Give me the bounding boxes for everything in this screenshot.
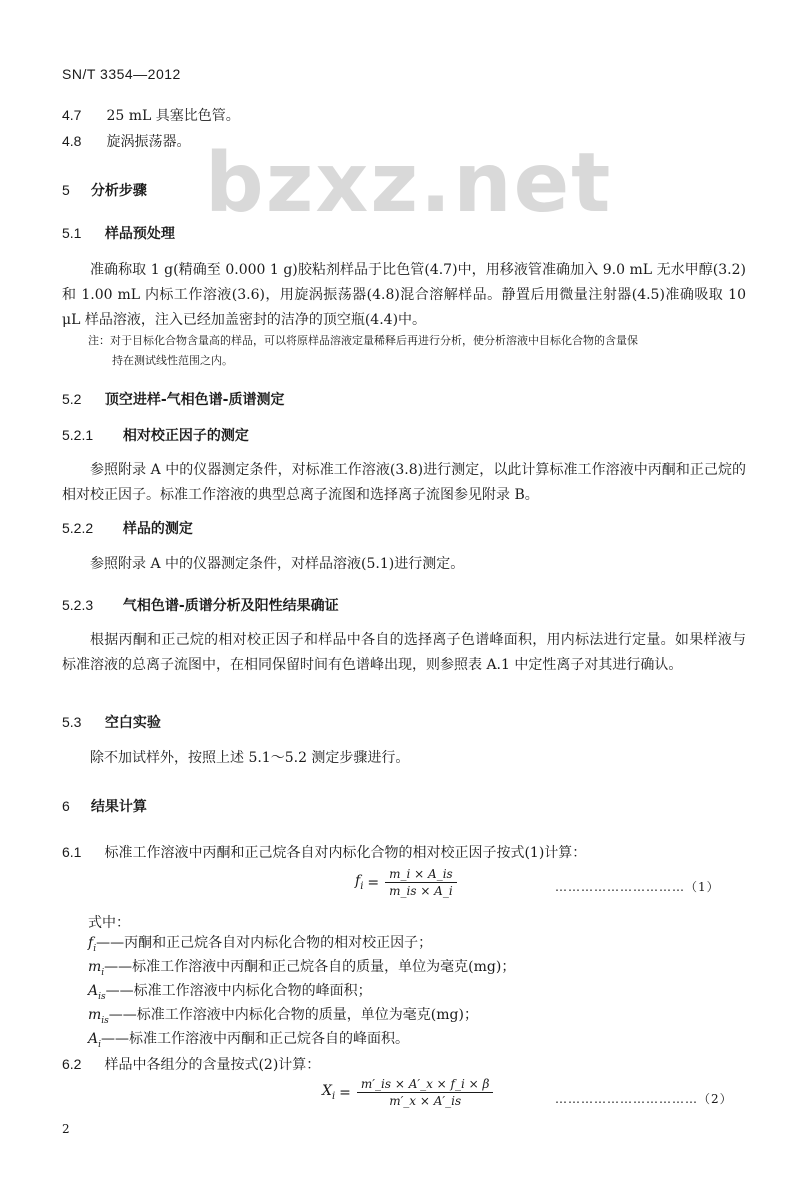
section-title: 相对校正因子的测定 xyxy=(122,428,249,444)
note-line: 持在测试线性范围之内。 xyxy=(112,354,233,367)
formula-1: $f_i$ = $\frac{m\_i \times A\_is}{m\_is \times A\_i}$ xyxy=(355,866,457,899)
section-heading xyxy=(62,595,339,615)
section-title: 分析步骤 xyxy=(90,183,147,199)
section-number: 5.1 xyxy=(62,225,82,241)
symbol-definition: $A_i——$标准工作溶液中丙酮和正己烷各自的峰面积。 xyxy=(88,1031,410,1050)
equation-number: …………………………（1） xyxy=(555,880,720,894)
equation-number: ……………………………（2） xyxy=(555,1092,733,1106)
formula-2: $X_i$ = $\frac{m'\_is \times A'\_x \times f\_i \times \beta}{m'\_x \times A'\_is}$ xyxy=(322,1076,493,1109)
formula-numerator: m_i × A_is xyxy=(385,866,457,883)
formula-numerator: m′_is × A′_x × f_i × β xyxy=(357,1076,494,1093)
formula-fraction xyxy=(357,1076,494,1109)
symbol-definition: $f_i——$丙酮和正己烷各自对内标化合物的相对校正因子； xyxy=(88,935,433,954)
section-number: 5.2 xyxy=(62,391,82,407)
formula-lhs: $X_i$ xyxy=(322,1083,336,1102)
formula-fraction xyxy=(385,866,457,899)
item-text: 25 mL 具塞比色管。 xyxy=(106,108,240,124)
section-text: 标准工作溶液中丙酮和正己烷各自对内标化合物的相对校正因子按式(1)计算： xyxy=(104,845,587,861)
paragraph: 准确称取 1 g(精确至 0.000 1 g)胶粘剂样品于比色管(4.7)中，用移液管准确加入 9.0 mL 无水甲醇(3.2)和 1.00 mL 内标工作溶液(3.6)，用旋涡振荡器(4.8)混合溶解样品。静置后用微量注射器(4.5)准确吸取 10 μL 样品溶液，注入已经加盖密封的洁净的顶空瓶(4.4)中。 xyxy=(62,262,746,328)
section-title: 气相色谱-质谱分析及阳性结果确证 xyxy=(122,598,339,614)
document-header: SN/T 3354—2012 xyxy=(62,66,181,82)
where-label: 式中： xyxy=(88,915,130,931)
item-number: 4.7 xyxy=(62,107,82,123)
paragraph: 除不加试样外，按照上述 5.1～5.2 测定步骤进行。 xyxy=(90,750,410,766)
section-heading xyxy=(62,712,161,732)
section-heading xyxy=(62,223,175,243)
section-number: 5.3 xyxy=(62,714,82,730)
note xyxy=(88,331,752,371)
section-number: 6.2 xyxy=(62,1056,82,1072)
section-number: 6.1 xyxy=(62,844,82,860)
section-number: 5.2.1 xyxy=(62,427,94,443)
formula-intro xyxy=(62,1054,320,1074)
section-heading xyxy=(62,796,147,816)
formula-denominator: m′_x × A′_is xyxy=(389,1094,462,1108)
symbol-definition: $m_i——$标准工作溶液中丙酮和正己烷各自的质量，单位为毫克(mg)； xyxy=(88,959,516,978)
paragraph: 参照附录 A 中的仪器测定条件，对标准工作溶液(3.8)进行测定，以此计算标准工作溶液中丙酮和正己烷的相对校正因子。标准工作溶液的典型总离子流图和选择离子流图参见附录 B。 xyxy=(62,462,746,503)
section-heading xyxy=(62,180,147,200)
section-title: 样品的测定 xyxy=(122,521,193,537)
section-number: 6 xyxy=(62,798,70,814)
formula-denominator: m_is × A_i xyxy=(389,884,453,898)
section-number: 5.2.3 xyxy=(62,597,94,613)
list-item xyxy=(62,131,190,151)
section-title: 样品预处理 xyxy=(104,226,175,242)
formula-lhs: $f_i$ xyxy=(355,873,364,892)
note-line: 注：对于目标化合物含量高的样品，可以将原样品溶液定量稀释后再进行分析，使分析溶液中目标化合物的含量保 xyxy=(88,334,638,347)
watermark: bzxz.net xyxy=(205,136,613,231)
formula-intro xyxy=(62,842,586,862)
page-number: 2 xyxy=(62,1122,70,1136)
section-title: 结果计算 xyxy=(90,799,147,815)
section-text: 样品中各组分的含量按式(2)计算： xyxy=(104,1057,321,1073)
section-number: 5.2.2 xyxy=(62,520,94,536)
section-number: 5 xyxy=(62,182,70,198)
section-title: 空白实验 xyxy=(104,715,161,731)
section-title: 顶空进样-气相色谱-质谱测定 xyxy=(104,392,285,408)
section-heading xyxy=(62,425,249,445)
item-number: 4.8 xyxy=(62,133,82,149)
section-heading xyxy=(62,389,285,409)
paragraph: 根据丙酮和正己烷的相对校正因子和样品中各自的选择离子色谱峰面积，用内标法进行定量。如果样液与标准溶液的总离子流图中，在相同保留时间有色谱峰出现，则参照表 A.1 中定性离子对其进行确认。 xyxy=(62,632,746,673)
symbol-definition: $A_{is}——$标准工作溶液中内标化合物的峰面积； xyxy=(88,983,372,1002)
symbol-definition: $m_{is}——$标准工作溶液中内标化合物的质量，单位为毫克(mg)； xyxy=(88,1007,478,1026)
item-text: 旋涡振荡器。 xyxy=(106,134,191,150)
paragraph: 参照附录 A 中的仪器测定条件，对样品溶液(5.1)进行测定。 xyxy=(90,556,465,572)
list-item xyxy=(62,105,240,125)
section-heading xyxy=(62,518,193,538)
